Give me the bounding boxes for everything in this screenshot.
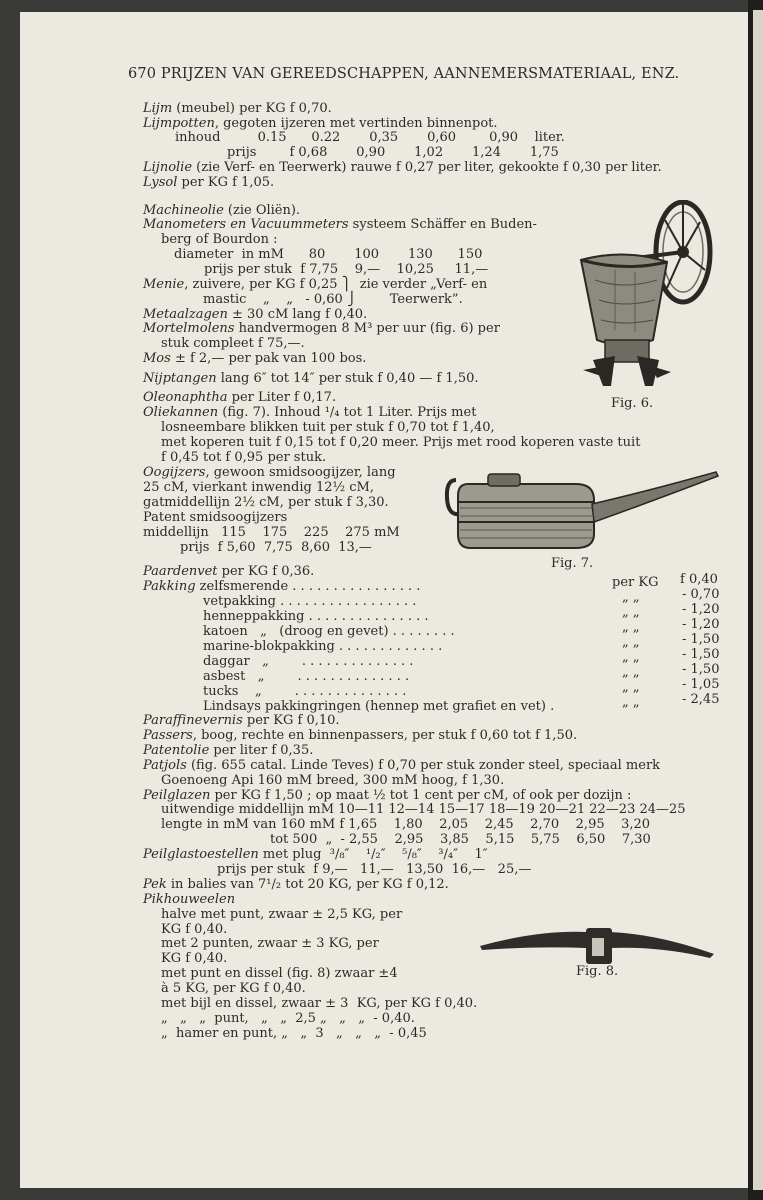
pakking-unit: per KG [612,575,659,590]
entry-keyword: Menie [143,277,185,292]
entry-keyword: Pakking [143,579,196,594]
entry-line [204,263,488,277]
entry-line [143,526,400,540]
entry-text: „ „ „ punt, „ „ 2,5 „ „ „ - 0,40. [161,1011,415,1026]
entry-keyword: Lijnolie [143,160,193,175]
entry-line [161,997,477,1011]
entry-line [203,293,463,307]
entry-keyword: Mos [143,351,171,366]
entry-line [161,1012,415,1026]
entry-line [143,322,500,336]
entry-text: per KG f 1,50 ; op maat ½ tot 1 cent per cM, of ook per dozijn : [210,788,632,803]
entry-text: tot 500 „ - 2,55 2,95 3,85 5,15 5,75 6,50 7,30 [270,832,651,847]
entry-text: met koperen tuit f 0,15 tot f 0,20 meer. Prijs met rood koperen vaste tuit [161,435,641,450]
entry-line [203,670,409,684]
entry-keyword: Passers [143,728,193,743]
entry-text: diameter in mM 80 100 130 150 [174,247,483,262]
entry-line [143,714,340,728]
entry-line [143,218,537,232]
pakking-unit: „ „ [622,650,640,665]
entry-line [143,466,396,480]
pakking-price: - 1,20 [682,602,720,617]
entry-line [203,610,428,624]
entry-text: (meubel) per KG f 0,70. [172,101,332,116]
entry-keyword: Lijmpotten [143,116,215,131]
entry-text: per liter f 0,35. [209,743,314,758]
entry-keyword: Paraffinevernis [143,713,243,728]
entry-line [161,937,379,951]
entry-text: , zuivere, per KG f 0,25 ⎫ zie verder „Verf- en [184,277,488,292]
page-header: 670 PRIJZEN VAN GEREEDSCHAPPEN, AANNEMERSMATERIAAL, ENZ. [128,66,680,82]
entry-text: gatmiddellijn 2½ cM, per stuk f 3,30. [143,495,389,510]
entry-text: prijs per stuk f 9,— 11,— 13,50 16,— 25,— [217,862,532,877]
entry-keyword: Metaalzagen [143,307,228,322]
entry-keyword: Oogijzers [143,465,206,480]
entry-line [143,878,449,892]
entry-keyword: Manometers en Vacuummeters [143,217,349,232]
entry-text: „ hamer en punt, „ „ 3 „ „ „ - 0,45 [161,1026,427,1041]
entry-line [203,640,442,654]
oil-can-illustration [444,462,720,552]
entry-text: per KG f 0,36. [217,564,315,579]
fig6-caption: Fig. 6. [611,396,654,411]
entry-text: (zie Oliën). [223,203,301,218]
entry-line [143,102,332,116]
entry-line [143,352,366,366]
entry-text: lengte in mM van 160 mM f 1,65 1,80 2,05 2,45 2,70 2,95 3,20 [161,817,651,832]
entry-text: prijs f 5,60 7,75 8,60 13,— [180,540,372,555]
fig7-caption: Fig. 7. [551,556,594,571]
pakking-unit: „ „ [622,590,640,605]
entry-text: KG f 0,40. [161,951,228,966]
entry-keyword: Oliekannen [143,405,219,420]
entry-text: prijs f 0,68 0,90 1,02 1,24 1,75 [227,145,559,160]
entry-line [270,833,651,847]
entry-text: inhoud 0.15 0.22 0,35 0,60 0,90 liter. [175,130,565,145]
entry-text: halve met punt, zwaar ± 2,5 KG, per [161,907,403,922]
entry-text: , gegoten ijzeren met vertinden binnenpot. [214,116,498,131]
entry-text: per Liter f 0,17. [227,390,337,405]
entry-text: daggar „ . . . . . . . . . . . . . . [203,654,414,669]
entry-line [180,541,372,555]
pakking-price: - 1,50 [682,647,720,662]
pakking-price: - 1,05 [682,677,720,692]
entry-line [143,406,476,420]
entry-text: met punt en dissel (fig. 8) zwaar ±4 [161,966,398,981]
entry-keyword: Pek [143,877,167,892]
entry-line [161,436,640,450]
pakking-unit: „ „ [622,680,640,695]
pakking-price: - 1,20 [682,617,720,632]
entry-line [217,863,531,877]
entry-text: Patent smidsoogijzers [143,510,288,525]
entry-line [143,893,235,907]
entry-text: (fig. 7). Inhoud ¹/₄ tot 1 Liter. Prijs met [218,405,477,420]
entry-keyword: Peilglazen [143,788,211,803]
entry-line [161,451,326,465]
entry-line [143,278,487,292]
entry-line [203,685,406,699]
entry-line [143,511,287,525]
entry-text: , boog, rechte en binnenpassers, per stuk f 0,60 tot f 1,50. [192,728,578,743]
entry-text: losneembare blikken tuit per stuk f 0,70 tot f 1,40, [161,420,495,435]
entry-text: Goenoeng Api 160 mM breed, 300 mM hoog, f 1,30. [161,773,505,788]
entry-line [161,803,686,817]
entry-text: à 5 KG, per KG f 0,40. [161,981,306,996]
pakking-price: - 1,50 [682,662,720,677]
entry-line [143,161,662,175]
entry-line [143,481,374,495]
entry-keyword: Patentolie [143,743,210,758]
entry-line [143,117,498,131]
entry-keyword: Nijptangen [143,371,217,386]
entry-text: 25 cM, vierkant inwendig 12½ cM, [143,480,374,495]
entry-keyword: Pikhouweelen [143,892,236,907]
entry-line [161,908,402,922]
entry-line [227,146,559,160]
pakking-unit: „ „ [622,605,640,620]
entry-line [143,565,314,579]
entry-keyword: Machineolie [143,203,224,218]
entry-text: met bijl en dissel, zwaar ± 3 KG, per KG f 0,40. [161,996,478,1011]
entry-text: prijs per stuk f 7,75 9,— 10,25 11,— [204,262,489,277]
entry-text: uitwendige middellijn mM 10—11 12—14 15—17 18—19 20—21 22—23 24—25 [161,802,686,817]
entry-text: middellijn 115 175 225 275 mM [143,525,400,540]
entry-line [161,982,306,996]
entry-text: KG f 0,40. [161,922,228,937]
entry-line [161,952,227,966]
entry-text: mastic „ „ - 0,60 ⎭ Teerwerk”. [203,292,463,307]
fig8-caption: Fig. 8. [576,964,619,979]
entry-text: systeem Schäffer en Buden- [348,217,537,232]
entry-text: berg of Bourdon : [161,232,278,247]
entry-text: ± 30 cM lang f 0,40. [227,307,368,322]
entry-text: met 2 punten, zwaar ± 3 KG, per [161,936,379,951]
entry-line [175,131,565,145]
entry-line [143,744,313,758]
entry-text: asbest „ . . . . . . . . . . . . . . [203,669,410,684]
entry-line [161,967,398,981]
entry-line [203,700,554,714]
entry-text: henneppakking . . . . . . . . . . . . . . . [203,609,429,624]
entry-text: handvermogen 8 M³ per uur (fig. 6) per [234,321,500,336]
entry-line [143,176,274,190]
entry-text: per KG f 0,10. [242,713,340,728]
entry-line [143,580,420,594]
entry-text: lang 6″ tot 14″ per stuk f 0,40 — f 1,50. [216,371,479,386]
entry-text: in balies van 7¹/₂ tot 20 KG, per KG f 0,12. [166,877,449,892]
entry-line [143,789,631,803]
entry-text: stuk compleet f 75,—. [161,336,305,351]
entry-keyword: Lijm [143,101,173,116]
entry-line [174,248,482,262]
entry-keyword: Mortelmolens [143,321,235,336]
entry-text: marine-blokpakking . . . . . . . . . . . . . [203,639,443,654]
entry-text: Lindsays pakkingringen (hennep met grafiet en vet) . [203,699,555,714]
entry-line [143,372,479,386]
pakking-price: - 1,50 [682,632,720,647]
entry-keyword: Peilglastoestellen [143,847,259,862]
entry-text: per KG f 1,05. [177,175,275,190]
entry-line [143,308,367,322]
entry-line [203,655,413,669]
entry-line [143,496,389,510]
pakking-price: - 2,45 [682,692,720,707]
entry-text: (fig. 655 catal. Linde Teves) f 0,70 per stuk zonder steel, speciaal merk [186,758,661,773]
entry-text: vetpakking . . . . . . . . . . . . . . . . . [203,594,417,609]
entry-line [143,391,336,405]
entry-line [143,848,488,862]
pakking-unit: „ „ [622,665,640,680]
entry-keyword: Paardenvet [143,564,218,579]
entry-text: , gewoon smidsoogijzer, lang [205,465,396,480]
pakking-unit: „ „ [622,620,640,635]
entry-line [161,774,504,788]
entry-line [161,1027,427,1041]
entry-line [161,337,305,351]
entry-line [161,923,227,937]
mortar-mixer-illustration [575,200,715,392]
entry-line [143,759,660,773]
entry-text: met plug ³/₈″ ¹/₂″ ⁵/₈″ ³/₄″ 1″ [258,847,488,862]
adjacent-page-edge [753,10,763,1190]
entry-keyword: Lysol [143,175,178,190]
entry-line [203,595,416,609]
entry-line [143,204,300,218]
entry-text: tucks „ . . . . . . . . . . . . . . [203,684,407,699]
entry-text: (zie Verf- en Teerwerk) rauwe f 0,27 per liter, gekookte f 0,30 per liter. [192,160,662,175]
entry-text: katoen „ (droog en gevet) . . . . . . . . [203,624,455,639]
entry-line [161,233,277,247]
pakking-unit: „ „ [622,695,640,710]
pakking-unit: „ „ [622,635,640,650]
entry-line [161,818,650,832]
entry-line [143,729,577,743]
pakking-price: f 0,40 [680,572,718,587]
pakking-price: - 0,70 [682,587,720,602]
entry-keyword: Oleonaphtha [143,390,228,405]
entry-text: zelfsmerende . . . . . . . . . . . . . . . . [195,579,421,594]
entry-text: ± f 2,— per pak van 100 bos. [170,351,367,366]
entry-text: f 0,45 tot f 0,95 per stuk. [161,450,327,465]
entry-keyword: Patjols [143,758,187,773]
entry-line [203,625,455,639]
entry-line [161,421,495,435]
